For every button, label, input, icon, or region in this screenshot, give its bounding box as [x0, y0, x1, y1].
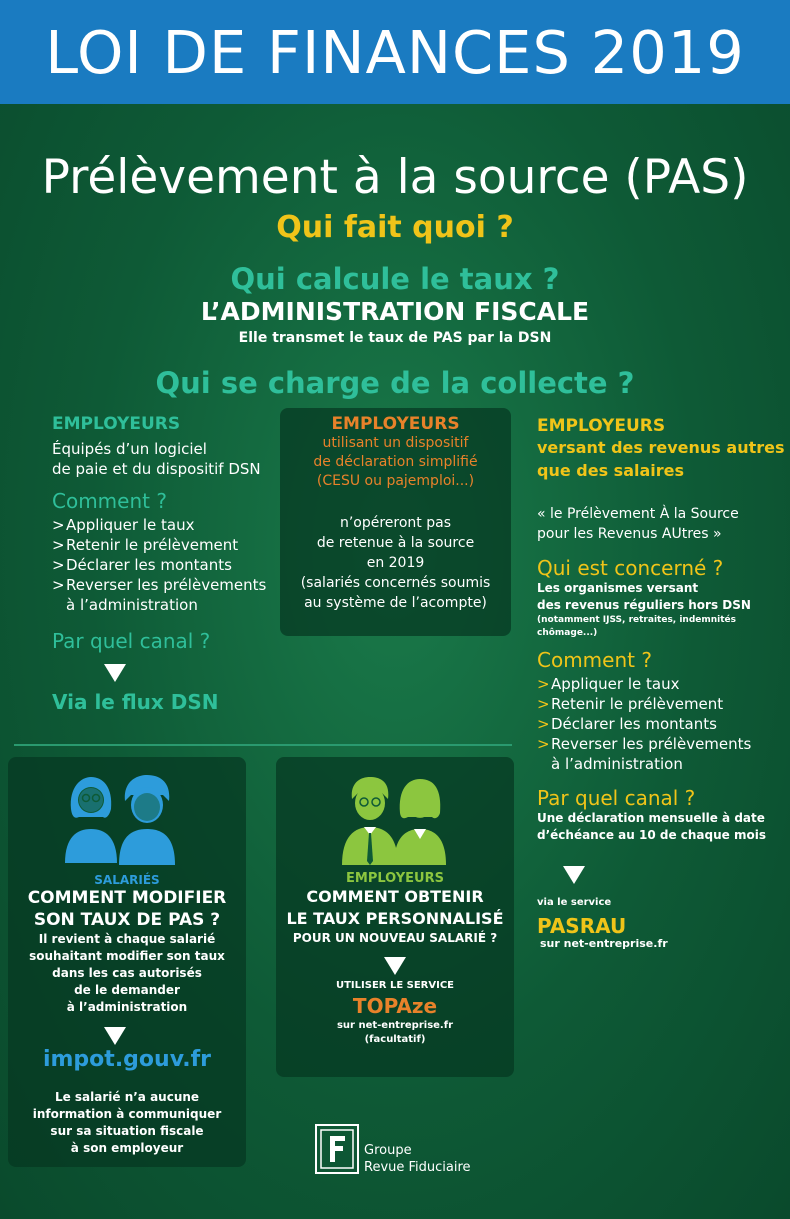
left-actions-list: [52, 515, 277, 615]
list-item: > Reverser les prélèvements: [537, 735, 752, 753]
page-subtitle: Qui fait quoi ?: [276, 210, 514, 245]
salaries-panel: [8, 757, 246, 1167]
collecte-question: Qui se charge de la collecte ?: [155, 366, 635, 400]
right-sub1: versant des revenus autres: [537, 438, 785, 457]
list-item: > Retenir le prélèvement: [52, 536, 239, 554]
title-banner: [0, 0, 790, 104]
left-line1: Équipés d’un logiciel: [52, 440, 207, 458]
left-comment: Comment ?: [52, 489, 167, 513]
list-item: > Appliquer le taux: [52, 516, 195, 534]
salaries-note-1: Le salarié n’a aucune: [54, 1090, 200, 1104]
list-item-continued: à l’administration: [66, 596, 198, 614]
employeurs2-service: TOPAze: [352, 994, 438, 1018]
revue-fiduciaire-logo: [315, 1124, 359, 1174]
list-item: > Déclarer les montants: [537, 715, 717, 733]
right-decl2: d’échéance au 10 de chaque mois: [537, 828, 766, 842]
employeurs-topaze-panel: [276, 757, 514, 1077]
logo-text: [364, 1142, 471, 1176]
salaries-body-2: souhaitant modifier son taux: [29, 949, 225, 963]
right-actions-list: [537, 674, 787, 774]
right-comment: Comment ?: [537, 648, 652, 672]
right-note2: chômage...): [537, 628, 598, 638]
left-canal: Par quel canal ?: [52, 629, 211, 653]
middle-body-3: en 2019: [366, 555, 425, 571]
salaries-note-4: à son employeur: [70, 1141, 184, 1155]
right-employeurs-section: [537, 416, 787, 844]
employeurs-people-icon: [338, 773, 453, 865]
employeurs2-q2: LE TAUX PERSONNALISÉ: [286, 909, 504, 928]
employeurs2-opt: (facultatif): [364, 1034, 426, 1045]
salaries-body-5: à l’administration: [66, 1000, 188, 1014]
right-canal: Par quel canal ?: [537, 786, 696, 810]
list-item: > Appliquer le taux: [537, 675, 680, 693]
right-via: via le service: [537, 897, 612, 908]
right-org1: Les organismes versant: [537, 581, 699, 595]
section-divider: [14, 744, 512, 746]
salaries-body-3: dans les cas autorisés: [52, 966, 202, 980]
page-title: Prélèvement à la source (PAS): [41, 150, 749, 205]
right-quote1: « le Prélèvement À la Source: [537, 506, 739, 522]
middle-employeurs-panel: [280, 408, 511, 636]
banner-title: LOI DE FINANCES 2019: [45, 17, 745, 87]
employeurs2-q1: COMMENT OBTENIR: [306, 887, 484, 906]
right-service: PASRAU: [537, 914, 627, 938]
employeurs2-arrow-icon: [384, 957, 406, 975]
middle-body-5: au système de l’acompte): [304, 595, 487, 611]
employeurs2-use: UTILISER LE SERVICE: [335, 980, 455, 991]
salaries-note-2: information à communiquer: [32, 1107, 222, 1121]
right-decl1: Une déclaration mensuelle à date: [537, 811, 765, 825]
left-title: EMPLOYEURS: [52, 414, 181, 434]
middle-sub2: de déclaration simplifié: [313, 454, 478, 470]
salaries-note-3: sur sa situation fiscale: [50, 1124, 204, 1138]
list-item-continued: à l’administration: [551, 755, 683, 773]
middle-title: EMPLOYEURS: [331, 414, 460, 434]
employeurs2-site: sur net-entreprise.fr: [336, 1020, 454, 1031]
right-note1: (notamment IJSS, retraites, indemnités: [537, 615, 737, 625]
taux-question: Qui calcule le taux ?: [230, 262, 560, 296]
logo-line2: Revue Fiduciaire: [364, 1160, 471, 1175]
left-via: Via le flux DSN: [52, 690, 219, 714]
middle-body-4: (salariés concernés soumis: [300, 575, 491, 591]
right-sub2: que des salaires: [537, 461, 685, 480]
taux-detail: Elle transmet le taux de PAS par la DSN: [238, 330, 552, 346]
middle-sub1: utilisant un dispositif: [322, 435, 469, 451]
salaries-body-1: Il revient à chaque salarié: [38, 932, 216, 946]
right-title: EMPLOYEURS: [537, 416, 666, 436]
salaries-label: SALARIÉS: [94, 873, 160, 887]
right-quote2: pour les Revenus AUtres »: [537, 526, 722, 542]
middle-body-2: de retenue à la source: [316, 535, 475, 551]
middle-body-1: n’opéreront pas: [339, 515, 452, 531]
left-employeurs-section: [52, 414, 277, 653]
logo-f-icon: [317, 1126, 357, 1172]
list-item: > Retenir le prélèvement: [537, 695, 724, 713]
middle-sub3: (CESU ou pajemploi...): [316, 473, 475, 489]
list-item: > Reverser les prélèvements: [52, 576, 267, 594]
left-arrow-icon: [104, 664, 126, 682]
taux-answer: L’ADMINISTRATION FISCALE: [200, 297, 590, 326]
left-line2: de paie et du dispositif DSN: [52, 460, 261, 478]
salaries-q1: COMMENT MODIFIER: [27, 888, 227, 908]
employeurs2-q3: POUR UN NOUVEAU SALARIÉ ?: [292, 931, 498, 945]
employeurs2-label: EMPLOYEURS: [346, 871, 444, 886]
salaries-site: impot.gouv.fr: [42, 1047, 212, 1072]
list-item: > Déclarer les montants: [52, 556, 232, 574]
salaries-people-icon: [63, 773, 178, 865]
logo-line1: Groupe: [364, 1143, 412, 1158]
right-arrow-icon: [563, 866, 585, 884]
right-site: sur net-entreprise.fr: [540, 937, 668, 950]
salaries-body-4: de le demander: [74, 983, 180, 997]
right-org2: des revenus réguliers hors DSN: [537, 598, 751, 612]
right-concerne: Qui est concerné ?: [537, 556, 724, 580]
salaries-arrow-icon: [104, 1027, 126, 1045]
salaries-q2: SON TAUX DE PAS ?: [33, 910, 221, 930]
